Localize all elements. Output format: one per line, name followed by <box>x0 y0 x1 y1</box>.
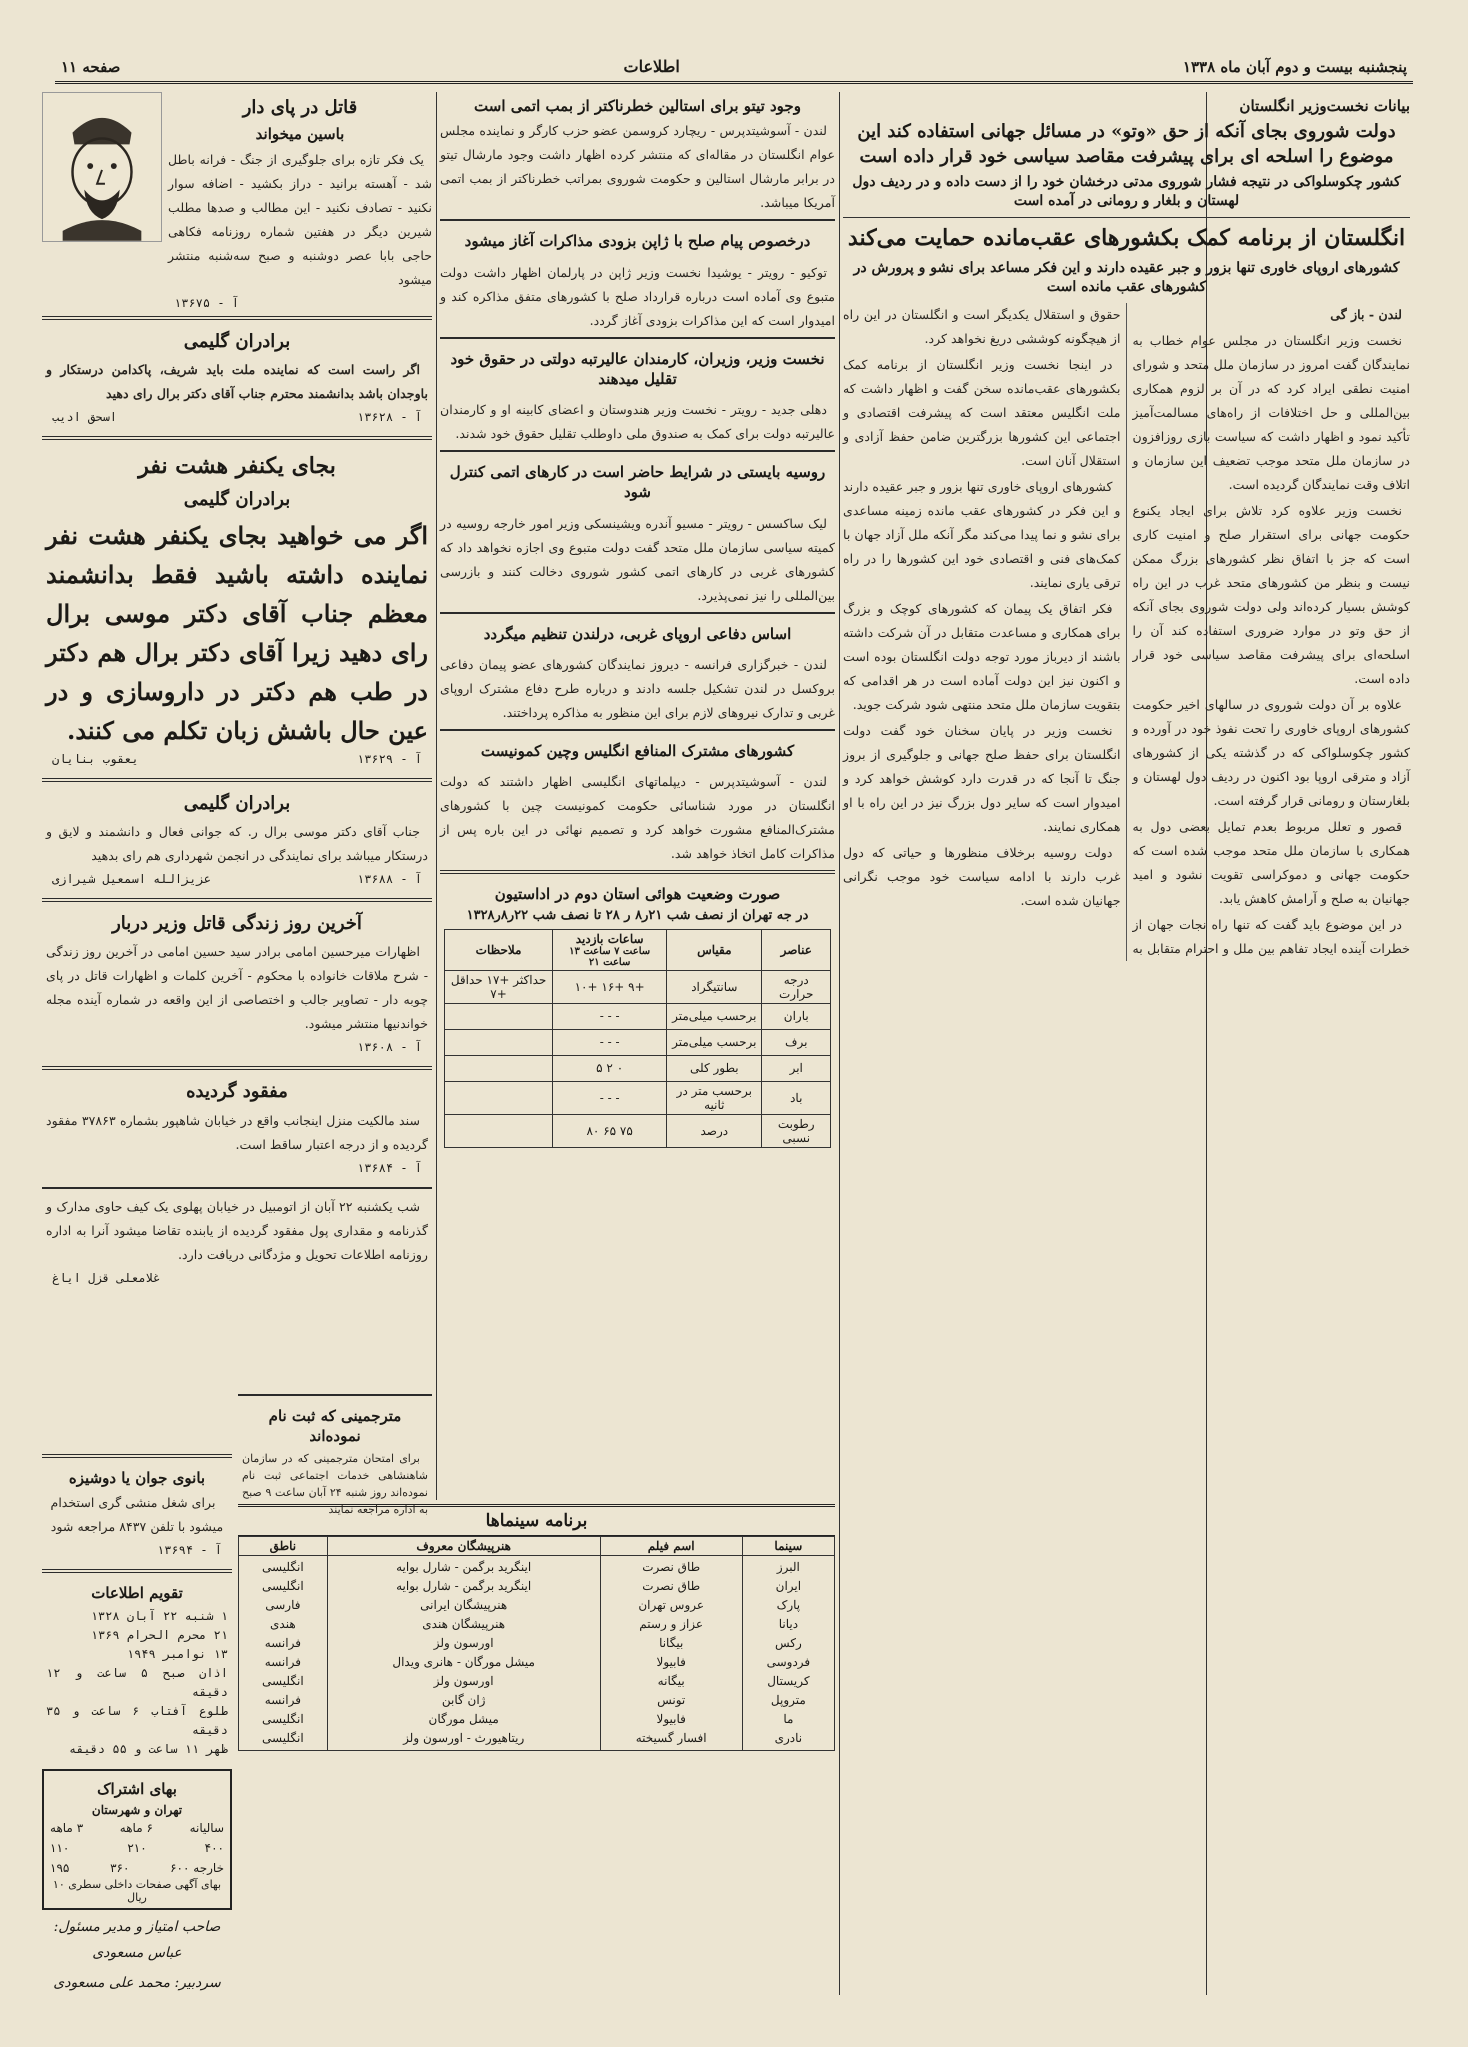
calendar-line: ۲۱ محرم الحرام ۱۳۶۹ <box>90 1627 228 1642</box>
lead-body <box>843 303 1410 961</box>
paragraph: کشورهای اروپای خاوری تنها بزور و جبر عقیده دارند و این فکر در کشورهای عقب مانده زمینه مساعدی برای نشو و نما پیدا می‌کند مگر آنکه ملل آزاد جهان با کمک‌های فنی و اقتصادی خود این کشورها را در راه ترقی یاری نمایند. <box>843 479 1121 591</box>
subscription-sub: تهران و شهرستان <box>91 1802 183 1817</box>
weather-row: برف برحسب میلی‌متر - - - <box>445 1029 831 1055</box>
paragraph: دولت روسیه برخلاف منظورها و حیاتی که دول غرب دارند با ادامه سیاست خود موجب نگرانی جهانیان شده است. <box>843 845 1121 909</box>
ad-code: آ - ۱۳۶۷۵ <box>174 295 240 310</box>
subscription-title: بهای اشتراک <box>97 1779 177 1798</box>
cartoon-ad <box>42 92 432 312</box>
paragraph: علاوه بر آن دولت شوروی در سالهای اخیر حکومت کشورهای اروپای خاوری را تحت نفوذ خود در آورده و کشور چکوسلواکی که در گذشته یکی از کشورهای آزاد و مترقی اروپا بود اکنون در ردیف دول لهستان و بلغارستان و رومانی قرار گرفته است. <box>1132 697 1410 809</box>
weather-header: ساعات بازدید ساعت ۷ ساعت ۱۳ ساعت ۲۱ <box>553 929 667 970</box>
ad-body: برای شغل منشی گری استخدام میشود با تلفن ۸۴۳۷ مراجعه شود <box>50 1495 224 1535</box>
calendar-line: ظهر ۱۱ ساعت و ۵۵ دقیقه <box>69 1741 228 1756</box>
ad-3 <box>42 778 432 894</box>
subscription-row: خارجه ۶۰۰ ۳۶۰ ۱۹۵ <box>50 1860 224 1875</box>
cinema-header: اسم فیلم <box>600 1537 742 1556</box>
ad-body: برای امتحان مترجمینی که در سازمان شاهنشاهی خدمات اجتماعی ثبت نام نموده‌اند روز شنبه ۲۴ آبان ساعت ۹ صبح به اداره مراجعه نمایند <box>242 1451 428 1516</box>
translator-box <box>238 1394 432 1526</box>
ad-title: آخرین روز زندگی قاتل وزیر دربار <box>112 913 362 935</box>
cartoon-body: یک فکر تازه برای جلوگیری از جنگ - فرانه باطل شد - آهسته برانید - دراز بکشید - اضافه سوار نکنید - تصادف نکنید - این مطالب و صدها مطلب شیرین دیگر در هفتین شماره روزنامه فکاهی حاجی بابا عصر دوشنبه و صبح سه‌شنبه منتشر میشود <box>168 151 432 287</box>
second-subhead: کشورهای اروپای خاوری تنها بزور و جبر عقیده دارند و این فکر مساعد برای نشو و پرورش در کشورهای عقب مانده است <box>853 260 1400 296</box>
masthead <box>55 52 1413 84</box>
ad-body: اظهارات میرحسین امامی برادر سید حسین امامی در آخرین روز زندگی - شرح ملاقات خانواده با محکوم - آخرین کلمات و اظهارات قاتل در پای چوبه دار - تصاویر جالب و اختصاصی از این واقعه در شماره آینده مجله خواندنیها منتشر میشود. <box>46 944 428 1032</box>
ads-column <box>42 92 432 1447</box>
ad-code: آ - ۱۳۶۰۸ <box>356 1040 422 1055</box>
classifieds-left <box>42 1450 232 1995</box>
weather-row: رطوبت نسبی درصد ۷۵ ۶۵ ۸۰ <box>445 1114 831 1147</box>
ad-body: جناب آقای دکتر موسی برال ر. که جوانی فعال و دانشمند و لایق و درستکار میباشد برای نمایندگی در انجمن شهرداری هم رای بدهید <box>46 824 428 864</box>
newspaper-name: اطلاعات <box>623 57 680 76</box>
ad-signature: یعقوب بنایان <box>52 751 139 766</box>
cinema-table <box>238 1536 835 1751</box>
ad-signature: غلامعلی قزل ایاغ <box>52 1270 161 1285</box>
lead-headline: دولت شوروی بجای آنکه از حق «وتو» در مسائل جهانی استفاده کند این موضوع را اسلحه ای برای پیشرفت مقاصد سیاسی خود قرار داده است <box>857 121 1396 167</box>
subscription-row: سالیانه ۶ ماهه ۳ ماهه <box>50 1820 224 1835</box>
cinema-header: سینما <box>742 1537 834 1556</box>
paragraph: نخست وزیر انگلستان در مجلس عوام خطاب به نمایندگان گفت امروز در سازمان ملل متحد و شورای امنیت نطقی ایراد کرد که در آن بر لزوم همکاری بین‌المللی و حل اختلافات از راه‌های مسالمت‌آمیز تأکید نمود و اظهار داشت که سیاست بازی روزافزون در سازمان ملل متحد موجب تضعیف این سازمان و اتلاف وقت نمایندگان گردیده است. <box>1132 333 1410 493</box>
editor-line: سردبیر: محمد علی مسعودی <box>53 1974 221 1991</box>
ad-body: اگر می خواهید بجای یکنفر هشت نفر نماینده داشته باشید فقط بدانشمند معظم جناب آقای دکتر موسی برال رای دهید زیرا آقای دکتر برال هم دکتر در طب هم دکتر در داروسازی و در عین حال باشش زبان تکلم می کنند. <box>46 520 428 745</box>
cinema-header: ناطق <box>239 1537 328 1556</box>
commonwealth-headline: کشورهای مشترک المنافع انگلیس وچین کمونیست <box>480 741 795 760</box>
ad-body: اگر راست است که نماینده ملت باید شریف، پاکدامن درستکار و باوجدان باشد بدانشمند محترم جناب آقای دکتر برال رای دهید <box>46 361 428 401</box>
ad-title: برادران گلیمی <box>183 792 291 814</box>
cartoon-title: قاتل در پای دار <box>242 97 358 118</box>
paragraph: قصور و تعلل مربوط بعدم تمایل بعضی دول به همکاری با سازمان ملل متحد موجب شده است که حکومت جهانی و دموکراسی تقویت نشود و امید جهانیان به صلح و آرامش کاهش یابد. <box>1132 819 1410 907</box>
ad-signature: اسحق ادیب <box>52 409 118 424</box>
ad-code: آ - ۱۳۶۸۴ <box>356 1160 422 1175</box>
defense-body: لندن - خبرگزاری فرانسه - دیروز نمایندگان کشورهای عضو پیمان دفاعی بروکسل در لندن تشکیل جلسه دادند و درباره طرح دفاع مشترک اروپای غربی و تدارک نیروهای لازم برای این منظور به مذاکره پرداختند. <box>440 656 835 720</box>
ad-title: برادران گلیمی <box>183 330 291 352</box>
subscription-row: ۴۰۰ ۲۱۰ ۱۱۰ <box>50 1840 224 1855</box>
ad-title: مفقود گردیده <box>186 1081 288 1103</box>
second-headline: انگلستان از برنامه کمک بکشورهای عقب‌مانده حمایت می‌کند <box>843 217 1410 254</box>
weather-row: باران برحسب میلی‌متر - - - <box>445 1003 831 1029</box>
weather-header: عناصر <box>762 929 831 970</box>
ad-subtitle: برادران گلیمی <box>183 488 291 510</box>
cartoon-portrait-icon <box>42 92 162 242</box>
lost-wallet-notice <box>42 1187 432 1293</box>
paragraph: در اینجا نخست وزیر انگلستان از برنامه کمک بکشورهای عقب‌مانده سخن گفت و اظهار داشت که ملت انگلیس معتقد است که پیشرفت اقتصادی و اجتماعی این کشورها بزرگترین ضامن حفظ آزادی و استقلال آنان است. <box>843 357 1121 469</box>
ad-code: آ - ۱۳۶۲۸ <box>356 409 422 424</box>
commonwealth-body: لندن - آسوشیتدپرس - دیپلماتهای انگلیسی اظهار داشتند که دولت انگلستان در مورد شناسائی حکومت کمونیست چین با کشورهای مشترک‌المنافع مشورت خواهد کرد و تصمیم نهائی در این باره پس از مذاکرات کامل اتخاذ خواهد شد. <box>440 774 835 861</box>
lead-kicker: بیانات نخست‌وزیر انگلستان <box>1239 97 1410 115</box>
weather-header: ملاحظات <box>445 929 553 970</box>
lead-story <box>843 92 1410 1995</box>
lost-notice <box>42 1066 432 1182</box>
japan-body: توکیو - رویتر - یوشیدا نخست وزیر ژاپن در پارلمان اظهار داشت دولت متبوع وی آماده است درباره قرارداد صلح با کشورهای متفق مذاکره کند و امیدوار است که این مذاکرات بزودی آغاز گردد. <box>440 264 835 328</box>
weather-row: درجه حرارت سانتیگراد +۹ +۱۶ +۱۰ حداکثر +۱۷ حداقل +۷ <box>445 970 831 1003</box>
weather-subtitle: در جه تهران از نصف شب ۲۱ر۸ ر ۲۸ تا نصف شب ۲۲ر۸ر۱۳۲۸ <box>466 908 809 924</box>
subscription-note: بهای آگهی صفحات داخلی سطری ۱۰ ریال <box>52 1877 222 1904</box>
owner-line: صاحب امتیاز و مدیر مسئول: عباس مسعودی <box>53 1918 221 1961</box>
cartoon-subtitle: باسین میخواند <box>255 125 345 144</box>
japan-headline: درخصوص پیام صلح با ژاپن بزودی مذاکرات آغاز میشود <box>464 232 811 251</box>
atomic-body: لیک ساکسس - رویتر - مسیو آندره ویشینسکی وزیر امور خارجه روسیه در کمیته سیاسی سازمان ملل متحد گفت دولت متبوع وی اجازه نخواهد داد که کشورهای غربی در کارهای اتمی کشور شوروی دخالت کنند و بازرسی بین‌المللی را نیز نمی‌پذیرد. <box>440 515 835 603</box>
weather-header: مقیاس <box>667 929 762 970</box>
calendar-line: ۱۳ نوامبر ۱۹۴۹ <box>126 1646 228 1661</box>
subscription-box <box>42 1769 232 1910</box>
calendar-line: اذان صبح ۵ ساعت و ۱۲ دقیقه <box>46 1665 228 1699</box>
issue-date: پنجشنبه بیست و دوم آبان ماه ۱۳۳۸ <box>1182 57 1407 76</box>
ad-2 <box>42 436 432 774</box>
paragraph: فکر اتفاق یک پیمان که کشورهای کوچک و بزرگ برای همکاری و مساعدت متقابل در آن شرکت داشته باشند از دیرباز مورد توجه دولت انگلستان بوده است و اکنون نیز این دولت آماده است در هر اقدامی که بتقویت سازمان ملل متحد منتهی شود شرکت جوید. <box>843 601 1121 713</box>
cinema-section <box>238 1500 835 1995</box>
job-ad <box>42 1454 232 1565</box>
paragraph: نخست وزیر در پایان سخنان خود گفت دولت انگلستان برای حفظ صلح جهانی و جلوگیری از بروز جنگ تا آنجا که در قدرت دارد کوشش خواهد کرد و امیدوار است که سایر دول بزرگ نیز در این راه با او همکاری نمایند. <box>843 723 1121 835</box>
weather-row: ابر بطور کلی ۰ ۲ ۵ <box>445 1055 831 1081</box>
ad-body: شب یکشنبه ۲۲ آبان از اتومبیل در خیابان پهلوی یک کیف حاوی مدارک و گذرنامه و مقداری پول مفقود گردیده از یابنده تقاضا میشود آنرا به اداره روزنامه اطلاعات تحویل و مژدگانی دریافت دارد. <box>46 1198 428 1262</box>
weather-title: صورت وضعیت هوائی استان دوم در اداستیون <box>494 885 781 903</box>
dateline: لندن - باز گی <box>1330 307 1402 323</box>
india-body: دهلی جدید - رویتر - نخست وزیر هندوستان و اعضای کابینه او و کارمندان عالیرتبه دولت برای کمک به صندوق ملی داوطلب تقلیل حقوق خود شدند. <box>440 402 835 441</box>
cinema-title: برنامه سینماها <box>238 1504 835 1536</box>
ad-code: آ - ۱۳۶۸۸ <box>356 872 422 887</box>
india-headline: نخست وزیر، وزیران، کارمندان عالیرتبه دولتی در حقوق خود تقلیل میدهند <box>450 349 825 388</box>
cinema-rows: البرز ایران پارک دیانا رکس فردوسی کریستال متروپل ما نادری طاق نصرت طاق نصرت عروس تهران عزاز و رستم بیگانا فابیولا بیگانه تونس فابیولا افسار گسیخته اینگرید برگمن - شارل بوایه اینگرید برگمن - شارل بوایه هنرپیشگان ایرانی هنرپیشگان هندی اورسون ولز میشل مورگان - هانری ویدال اورسون ولز ژان گابن میشل مورگان ریتاهیورث - اورسون ولز انگلیسی انگلیسی فارسی هندی فرانسه فرانسه انگلیسی فرانسه انگلیسی انگلیسی <box>239 1556 835 1751</box>
defense-headline: اساس دفاعی اروپای غربی، درلندن تنظیم میگردد <box>483 624 792 643</box>
ad-title: بانوی جوان یا دوشیزه <box>68 1469 206 1487</box>
lead-subhead: کشور چکوسلواکی در نتیجه فشار شوروی مدتی درخشان خود را از دست داده و در ردیف دول لهستان و بلغار و رومانی در آمده است <box>852 173 1401 209</box>
page-number: صفحه ۱۱ <box>61 57 121 76</box>
weather-table <box>444 929 831 1148</box>
translator-notice <box>238 1390 432 1516</box>
calendar-title: تقویم اطلاعات <box>91 1584 183 1603</box>
weather-box <box>440 870 835 1154</box>
ad-body: سند مالکیت منزل اینجانب واقع در خیابان شاهپور بشماره ۳۷۸۶۳ مفقود گردیده و از درجه اعتبار ساقط است. <box>46 1112 428 1152</box>
news-ad <box>42 898 432 1062</box>
weather-row: باد برحسب متر در ثانیه - - - <box>445 1081 831 1114</box>
ad-title: بجای یکنفر هشت نفر <box>138 452 336 479</box>
tito-body: لندن - آسوشیتدپرس - ریچارد کروسمن عضو حزب کارگر و نماینده مجلس عوام انگلستان در مقاله‌ای که منتشر کرده اظهار داشت وجود مارشال تیتو در برابر مارشال استالین و حکومت شوروی بمراتب خطرناکتر از بمب اتمی آمریکا میباشد. <box>440 123 835 211</box>
ad-code: آ - ۱۳۶۹۴ <box>156 1543 222 1558</box>
atomic-headline: روسیه بایستی در شرایط حاضر است در کارهای اتمی کنترل شود <box>449 463 826 502</box>
ad-code: آ - ۱۳۶۲۹ <box>356 751 422 766</box>
ad-signature: عزیزالله اسمعیل شیرازی <box>52 872 211 887</box>
cinema-header: هنرپیشگان معروف <box>327 1537 600 1556</box>
calendar-box <box>42 1569 232 1764</box>
ad-title: مترجمینی که ثبت نام نموده‌اند <box>268 1407 402 1446</box>
ad-1 <box>42 316 432 432</box>
calendar-line: طلوع آفتاب ۶ ساعت و ۳۵ دقیقه <box>46 1703 228 1737</box>
paragraph: نخست وزیر علاوه کرد تلاش برای ایجاد یکنوع حکومت جهانی برای استقرار صلح و امنیت کاری است که جز با اتفاق نظر کشورهای بزرگ ممکن نیست و بنظر من کشورهای متحد غرب در این راه کوشش بسیار کرده‌اند ولی دولت شوروی بجای آنکه از حق وتو در موارد ضروری استفاده کند آن را اسلحه‌ای برای پیشرفت مقاصد سیاسی خود قرار داده است. <box>1132 503 1410 687</box>
paragraph: در این موضوع باید گفت که تنها راه نجات جهان از خطرات آینده ایجاد تفاهم بین ملل و احترام متقابل به حقوق و استقلال یکدیگر است و انگلستان در این راه از هیچگونه کوششی دریغ نخواهد کرد. <box>843 307 1410 957</box>
tito-headline: وجود تیتو برای استالین خطرناکتر از بمب اتمی است <box>474 97 801 115</box>
calendar-line: ۱ شنبه ۲۲ آبان ۱۳۲۸ <box>90 1608 228 1623</box>
